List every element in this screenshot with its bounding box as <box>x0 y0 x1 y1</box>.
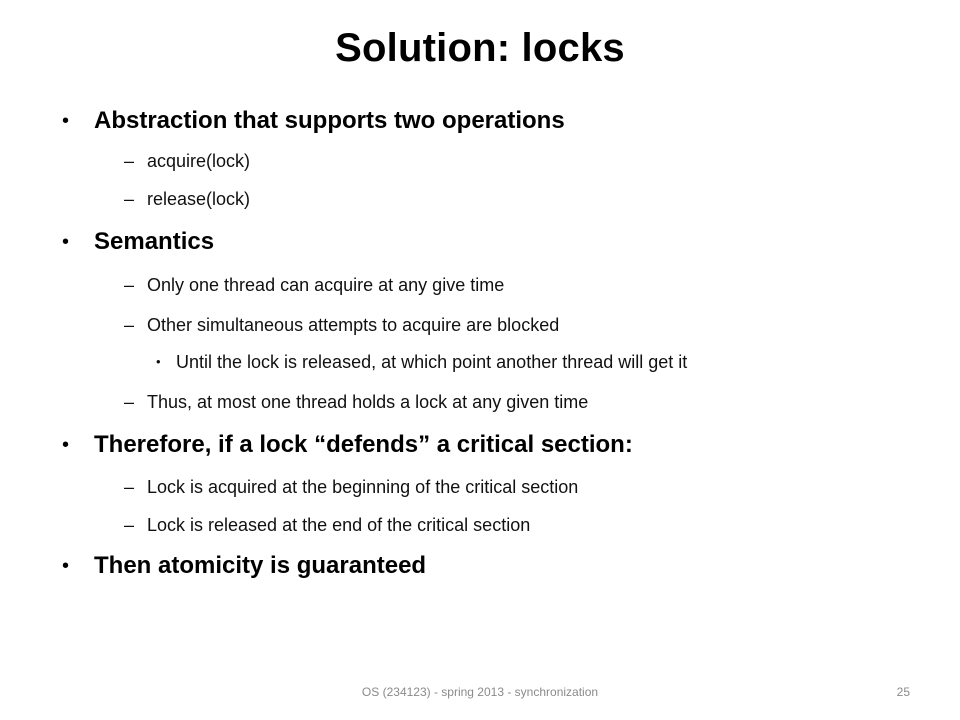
subitem-text: Lock is released at the end of the critical section <box>147 515 531 535</box>
subitem-text: Lock is acquired at the beginning of the critical section <box>147 477 579 497</box>
bullet-text: Then atomicity is guaranteed <box>94 552 427 579</box>
dash-marker: – <box>124 315 135 335</box>
subitem-text: Thus, at most one thread holds a lock at any given time <box>147 392 589 412</box>
slide-footer: OS (234123) - spring 2013 - synchronization <box>361 685 599 699</box>
dash-marker: – <box>124 189 135 209</box>
subsubitem-text: Until the lock is released, at which point another thread will get it <box>176 352 688 372</box>
dash-marker: – <box>124 392 135 412</box>
bullet-text: Therefore, if a lock “defends” a critical section: <box>94 431 633 458</box>
slide-title: Solution: locks <box>335 26 625 70</box>
bullet-marker: • <box>62 434 70 456</box>
dash-marker: – <box>124 151 135 171</box>
bullet-text: Abstraction that supports two operations <box>94 107 565 134</box>
subitem-text: Only one thread can acquire at any give time <box>147 275 505 295</box>
subitem-text: Other simultaneous attempts to acquire are blocked <box>147 315 560 335</box>
bullet-marker: • <box>62 231 70 253</box>
dash-marker: – <box>124 275 135 295</box>
bullet-text: Semantics <box>94 228 215 255</box>
page-number: 25 <box>896 685 910 699</box>
subitem-text: acquire(lock) <box>147 151 251 171</box>
dash-marker: – <box>124 477 135 497</box>
bullet-marker: • <box>156 354 161 369</box>
bullet-marker: • <box>62 110 70 132</box>
subitem-text: release(lock) <box>147 189 251 209</box>
dash-marker: – <box>124 515 135 535</box>
bullet-marker: • <box>62 555 70 577</box>
